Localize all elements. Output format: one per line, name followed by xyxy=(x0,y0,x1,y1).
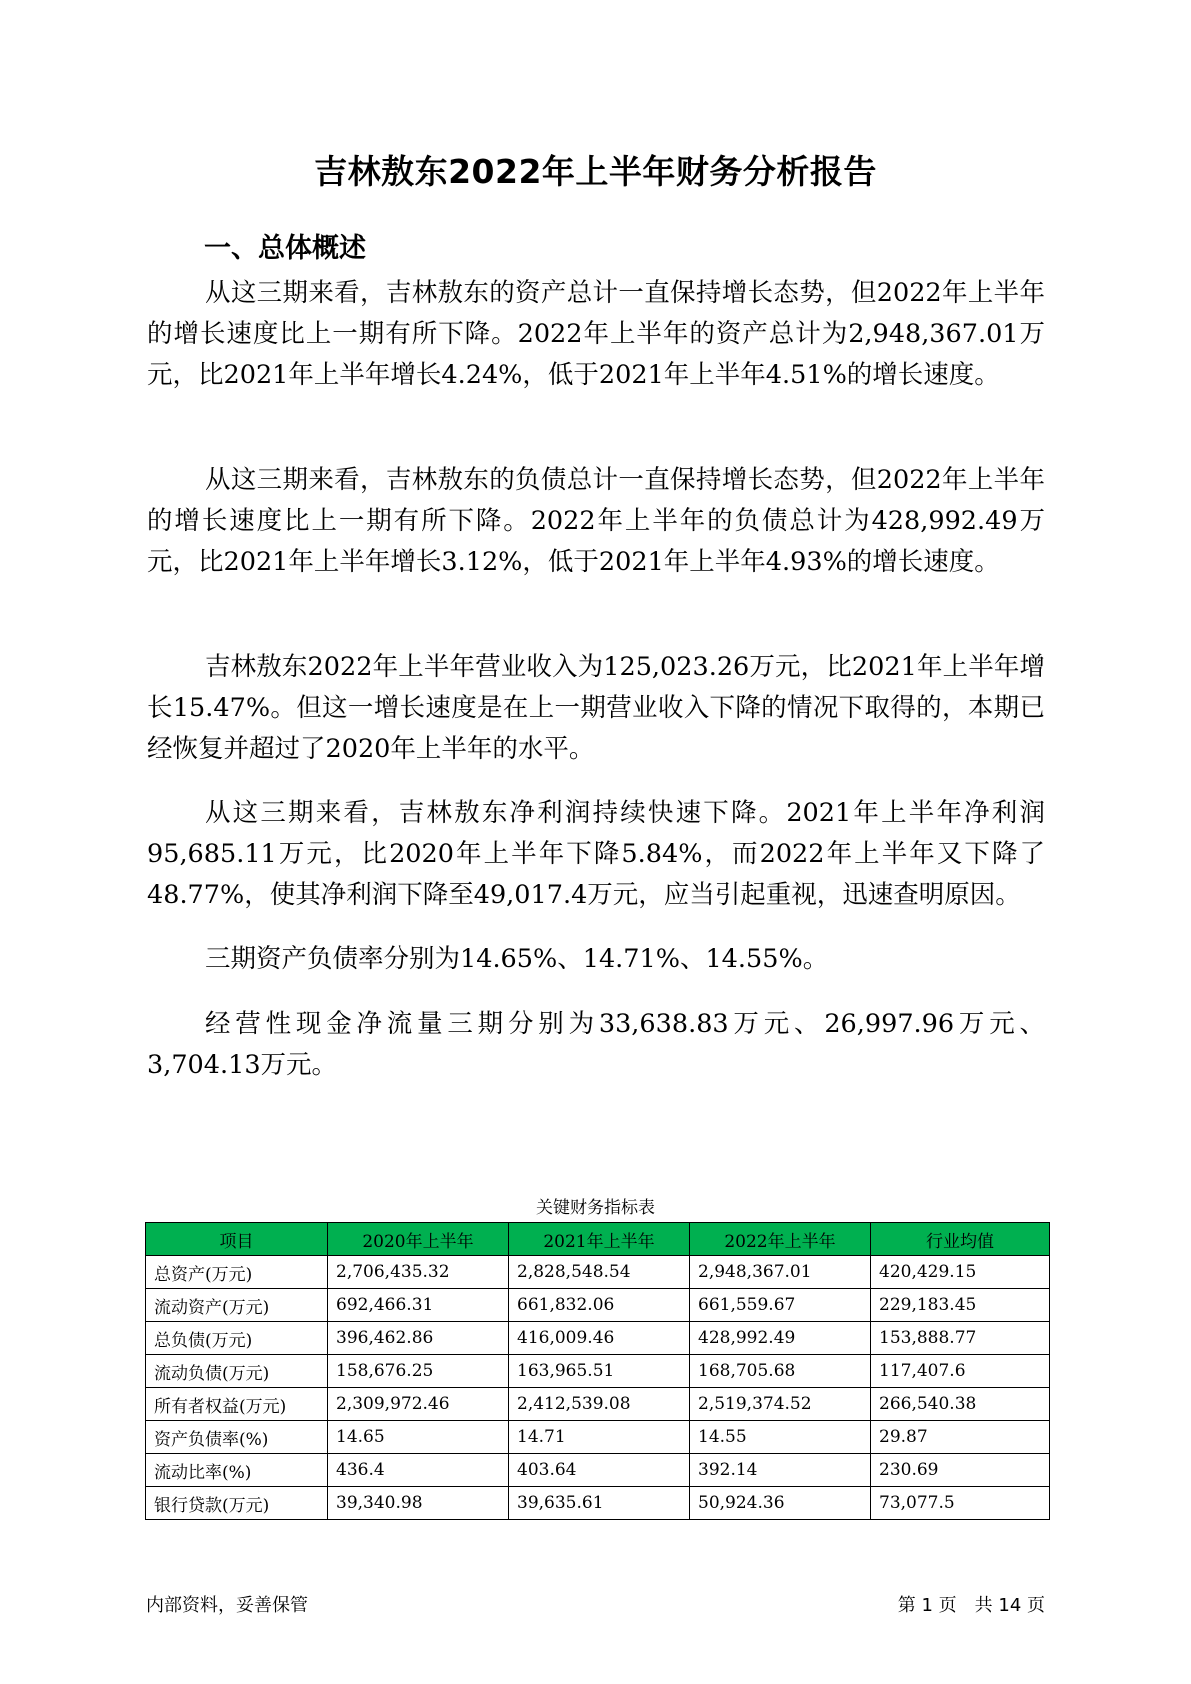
table-cell: 229,183.45 xyxy=(871,1289,1050,1322)
footer-page-number: 第 1 页 共 14 页 xyxy=(897,1595,1045,1616)
table-cell: 266,540.38 xyxy=(871,1388,1050,1421)
table-cell: 158,676.25 xyxy=(328,1355,509,1388)
table-row xyxy=(146,1289,1050,1322)
table-cell: 2,828,548.54 xyxy=(509,1256,690,1289)
table-cell: 73,077.5 xyxy=(871,1487,1050,1520)
header-industry-avg: 行业均值 xyxy=(871,1223,1050,1256)
table-row xyxy=(146,1355,1050,1388)
table-cell: 420,429.15 xyxy=(871,1256,1050,1289)
table-cell: 所有者权益(万元) xyxy=(146,1388,328,1421)
table-cell: 2,948,367.01 xyxy=(690,1256,871,1289)
table-cell: 661,832.06 xyxy=(509,1289,690,1322)
table-cell: 168,705.68 xyxy=(690,1355,871,1388)
table-cell: 2,706,435.32 xyxy=(328,1256,509,1289)
paragraph-liabilities: 从这三期来看，吉林敖东的负债总计一直保持增长态势，但2022年上半年的增长速度比上一期有所下降。2022年上半年的负债总计为428,992.49万元，比2021年上半年增长3.12%，低于2021年上半年4.93%的增长速度。 xyxy=(147,465,1045,577)
paragraph-net-profit: 从这三期来看，吉林敖东净利润持续快速下降。2021年上半年净利润95,685.11万元，比2020年上半年下降5.84%，而2022年上半年又下降了48.77%，使其净利润下降至49,017.4万元，应当引起重视，迅速查明原因。 xyxy=(147,798,1045,910)
table-row xyxy=(146,1487,1050,1520)
table-cell: 29.87 xyxy=(871,1421,1050,1454)
table-row xyxy=(146,1421,1050,1454)
table-cell: 117,407.6 xyxy=(871,1355,1050,1388)
table-cell: 资产负债率(%) xyxy=(146,1421,328,1454)
table-row xyxy=(146,1256,1050,1289)
table-cell: 流动比率(%) xyxy=(146,1454,328,1487)
table-cell: 153,888.77 xyxy=(871,1322,1050,1355)
table-cell: 661,559.67 xyxy=(690,1289,871,1322)
header-item: 项目 xyxy=(146,1223,328,1256)
table-cell: 230.69 xyxy=(871,1454,1050,1487)
section-heading: 一、总体概述 xyxy=(204,233,366,264)
table-cell: 总资产(万元) xyxy=(146,1256,328,1289)
table-cell: 流动资产(万元) xyxy=(146,1289,328,1322)
table-row xyxy=(146,1454,1050,1487)
table-cell: 416,009.46 xyxy=(509,1322,690,1355)
table-cell: 403.64 xyxy=(509,1454,690,1487)
table-cell: 50,924.36 xyxy=(690,1487,871,1520)
table-cell: 14.65 xyxy=(328,1421,509,1454)
table-cell: 14.55 xyxy=(690,1421,871,1454)
table-cell: 396,462.86 xyxy=(328,1322,509,1355)
table-row xyxy=(146,1322,1050,1355)
table-caption: 关键财务指标表 xyxy=(536,1198,655,1218)
header-2020h1: 2020年上半年 xyxy=(328,1223,509,1256)
table-cell: 39,340.98 xyxy=(328,1487,509,1520)
header-2022h1: 2022年上半年 xyxy=(690,1223,871,1256)
header-2021h1: 2021年上半年 xyxy=(509,1223,690,1256)
table-cell: 436.4 xyxy=(328,1454,509,1487)
paragraph-cash-flow: 经营性现金净流量三期分别为33,638.83万元、26,997.96万元、3,704.13万元。 xyxy=(147,1009,1045,1080)
table-cell: 428,992.49 xyxy=(690,1322,871,1355)
table-cell: 2,309,972.46 xyxy=(328,1388,509,1421)
table-cell: 总负债(万元) xyxy=(146,1322,328,1355)
table-cell: 163,965.51 xyxy=(509,1355,690,1388)
table-cell: 14.71 xyxy=(509,1421,690,1454)
table-cell: 392.14 xyxy=(690,1454,871,1487)
key-financial-indicators-table xyxy=(145,1222,1050,1520)
table-cell: 692,466.31 xyxy=(328,1289,509,1322)
footer-confidential-note: 内部资料，妥善保管 xyxy=(146,1595,308,1616)
document-title: 吉林敖东2022年上半年财务分析报告 xyxy=(314,152,877,191)
paragraph-debt-ratio: 三期资产负债率分别为14.65%、14.71%、14.55%。 xyxy=(205,944,829,974)
table-cell: 39,635.61 xyxy=(509,1487,690,1520)
table-header-row xyxy=(146,1223,1050,1256)
paragraph-revenue: 吉林敖东2022年上半年营业收入为125,023.26万元，比2021年上半年增长15.47%。但这一增长速度是在上一期营业收入下降的情况下取得的，本期已经恢复并超过了2020年上半年的水平。 xyxy=(147,652,1045,764)
table-cell: 流动负债(万元) xyxy=(146,1355,328,1388)
table-cell: 2,412,539.08 xyxy=(509,1388,690,1421)
table-row xyxy=(146,1388,1050,1421)
paragraph-assets: 从这三期来看，吉林敖东的资产总计一直保持增长态势，但2022年上半年的增长速度比上一期有所下降。2022年上半年的资产总计为2,948,367.01万元，比2021年上半年增长4.24%，低于2021年上半年4.51%的增长速度。 xyxy=(147,278,1045,390)
table-cell: 银行贷款(万元) xyxy=(146,1487,328,1520)
table-cell: 2,519,374.52 xyxy=(690,1388,871,1421)
